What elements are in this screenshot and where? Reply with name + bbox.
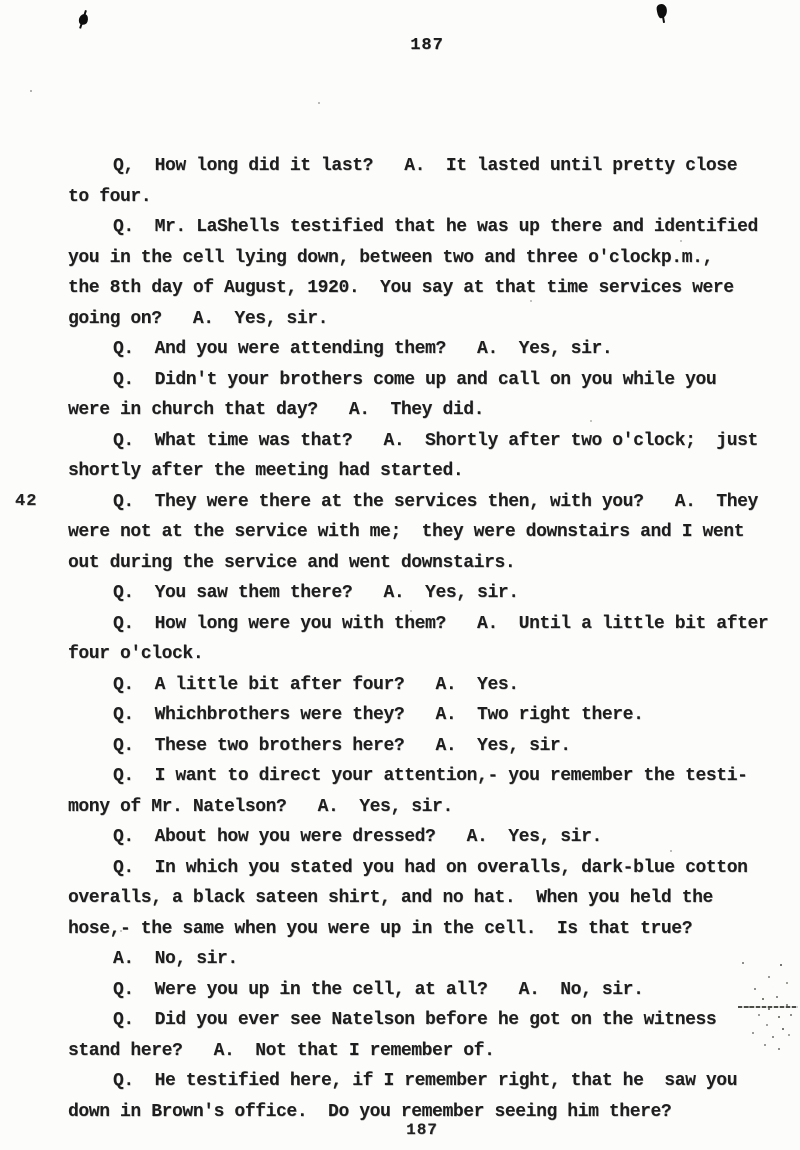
transcript-line: shortly after the meeting had started. (68, 461, 464, 481)
transcript-line: Q. Did you ever see Natelson before he got on the witness (113, 1010, 717, 1030)
transcript-line: the 8th day of August, 1920. You say at that time services were (68, 278, 734, 298)
transcript-line: Q. What time was that? A. Shortly after two o'clock; just (113, 430, 758, 451)
transcript-line: mony of Mr. Natelson? A. Yes, sir. (68, 796, 453, 817)
transcript-line: Q. These two brothers here? A. Yes, sir. (113, 735, 571, 756)
transcript-line: Q. Didn't your brothers come up and call on you while you (113, 369, 717, 390)
transcript-line: Q. About how you were dressed? A. Yes, sir. (113, 827, 602, 847)
ink-blot-mark (78, 13, 90, 26)
transcript-line: Q. He testified here, if I remember right, that he saw you (113, 1071, 738, 1091)
smudge-streak-mark (738, 1006, 798, 1008)
transcript-line: down in Brown's office. Do you remember seeing him there? (68, 1101, 672, 1122)
transcript-line: Q. I want to direct your attention,- you remember the testi- (113, 766, 748, 786)
transcript-line: hose,- the same when you were up in the cell. Is that true? (68, 918, 693, 939)
transcript-line: A. No, sir. (113, 949, 238, 969)
transcript-line: Q. And you were attending them? A. Yes, sir. (113, 339, 613, 359)
ink-blot-mark (656, 3, 668, 19)
page-number-top: 187 (410, 36, 444, 55)
transcript-line: Q. Whichbrothers were they? A. Two right there. (113, 705, 644, 725)
transcript-line: were not at the service with me; they were downstairs and I went (68, 522, 745, 542)
transcript-line: to four. (68, 186, 152, 207)
transcript-line: Q. Mr. LaShells testified that he was up there and identified (113, 217, 758, 237)
smudge-mark (742, 962, 744, 964)
transcript-line: Q. They were there at the services then, with you? A. They (113, 491, 758, 512)
transcript-line: stand here? A. Not that I remember of. (68, 1040, 495, 1061)
transcript-line: four o'clock. (68, 644, 204, 664)
transcript-line: Q, How long did it last? A. It lasted until pretty close (113, 156, 738, 176)
transcript-line: going on? A. Yes, sir. (68, 308, 329, 329)
transcript-line: Q. In which you stated you had on overalls, dark-blue cotton (113, 857, 748, 878)
transcript-body (68, 151, 788, 1127)
transcript-line: Q. Were you up in the cell, at all? A. No, sir. (113, 979, 644, 1000)
paper-noise-speckles (30, 90, 32, 92)
transcript-line: were in church that day? A. They did. (68, 400, 485, 420)
transcript-line: Q. How long were you with them? A. Until a little bit after (113, 613, 769, 634)
transcript-line: you in the cell lying down, between two and three o'clockp.m., (68, 247, 713, 268)
margin-line-number: 42 (15, 492, 38, 511)
transcript-line: overalls, a black sateen shirt, and no hat. When you held the (68, 888, 713, 908)
transcript-line: out during the service and went downstairs. (68, 552, 516, 573)
transcript-line: Q. You saw them there? A. Yes, sir. (113, 583, 519, 603)
page-number-bottom: 187 (406, 1121, 438, 1139)
transcript-line: Q. A little bit after four? A. Yes. (113, 674, 519, 695)
